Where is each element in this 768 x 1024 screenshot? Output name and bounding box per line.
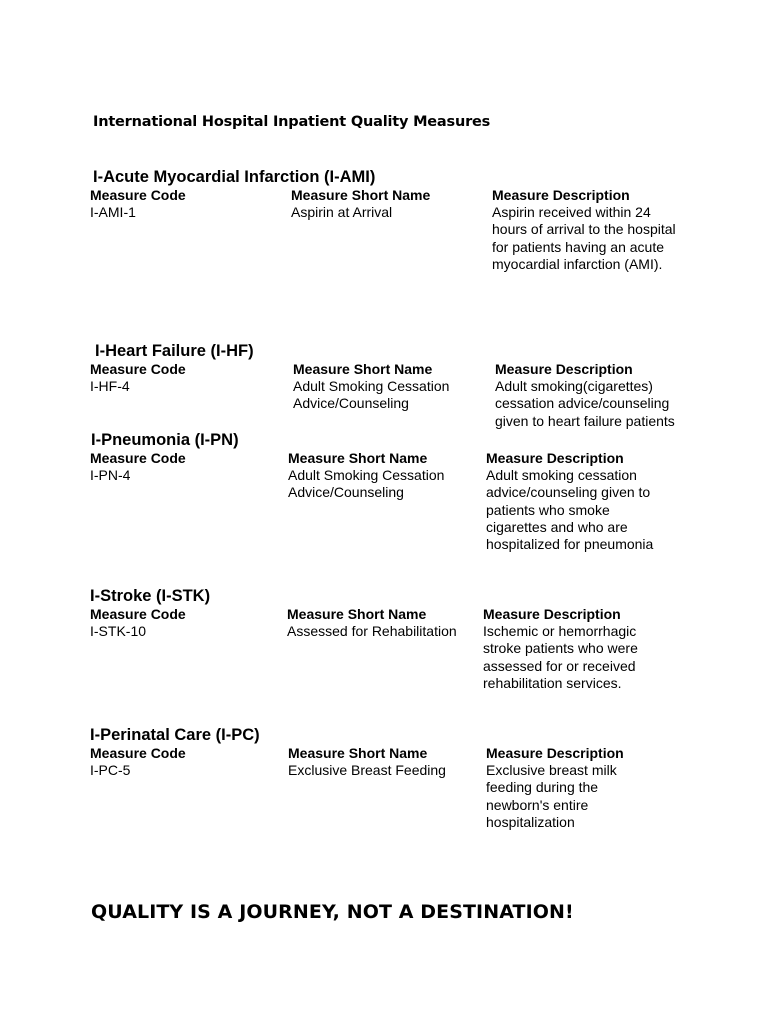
section-title: I-Perinatal Care (I-PC) (90, 726, 260, 744)
measure-code-column (90, 450, 280, 484)
measure-description-header: Measure Description (483, 606, 621, 622)
measure-description-value: Aspirin received within 24 hours of arrival to the hospital for patients having an acute myocardial infarction (AMI). (492, 204, 676, 272)
measure-code-column (90, 187, 280, 221)
measure-description-header: Measure Description (486, 450, 624, 466)
section-title: I-Heart Failure (I-HF) (95, 342, 254, 360)
section-title: I-Pneumonia (I-PN) (91, 431, 239, 449)
measure-description-column (495, 361, 687, 430)
footer-slogan: QUALITY IS A JOURNEY, NOT A DESTINATION! (91, 901, 574, 923)
measure-description-column (486, 450, 671, 553)
measure-description-header: Measure Description (492, 187, 630, 203)
measure-name-value: Aspirin at Arrival (291, 204, 393, 221)
measure-code-value: I-PN-4 (90, 467, 131, 484)
measure-description-value: Adult smoking cessation advice/counseling given to patients who smoke cigarettes and who are hospitalized for pneumonia (486, 467, 654, 553)
measure-code-header: Measure Code (90, 745, 186, 761)
measure-name-column (293, 361, 473, 413)
measure-description-value: Adult smoking(cigarettes) cessation advice/counseling given to heart failure patients (495, 378, 675, 429)
measure-name-column (291, 187, 481, 221)
measure-code-column (90, 361, 280, 395)
measure-code-value: I-HF-4 (90, 378, 130, 395)
measure-code-header: Measure Code (90, 187, 186, 203)
document-title: International Hospital Inpatient Quality Measures (93, 114, 491, 130)
measure-name-value: Adult Smoking Cessation Advice/Counseling (288, 467, 445, 501)
measure-name-value: Exclusive Breast Feeding (288, 762, 446, 779)
measure-code-value: I-AMI-1 (90, 204, 136, 221)
measure-description-column (486, 745, 636, 831)
measure-description-header: Measure Description (495, 361, 633, 377)
measure-code-header: Measure Code (90, 361, 186, 377)
measure-name-column (288, 450, 468, 502)
measure-description-value: Exclusive breast milk feeding during the newborn's entire hospitalization (486, 762, 617, 830)
measure-code-value: I-PC-5 (90, 762, 131, 779)
measure-name-column (287, 606, 477, 640)
measure-name-value: Assessed for Rehabilitation (287, 623, 457, 640)
measure-code-column (90, 606, 280, 640)
measure-description-column (483, 606, 663, 692)
measure-code-value: I-STK-10 (90, 623, 147, 640)
measure-name-header: Measure Short Name (293, 361, 433, 377)
measure-code-header: Measure Code (90, 450, 186, 466)
measure-description-header: Measure Description (486, 745, 624, 761)
measure-name-column (288, 745, 478, 779)
section-title: I-Acute Myocardial Infarction (I-AMI) (93, 168, 376, 186)
section-title: I-Stroke (I-STK) (90, 587, 211, 605)
measure-name-value: Adult Smoking Cessation Advice/Counseling (293, 378, 450, 412)
measure-description-column (492, 187, 676, 273)
measure-name-header: Measure Short Name (288, 450, 428, 466)
measure-name-header: Measure Short Name (287, 606, 427, 622)
measure-code-column (90, 745, 280, 779)
measure-name-header: Measure Short Name (291, 187, 431, 203)
measure-code-header: Measure Code (90, 606, 186, 622)
measure-name-header: Measure Short Name (288, 745, 428, 761)
measure-description-value: Ischemic or hemorrhagic stroke patients who were assessed for or received rehabilitation services. (483, 623, 638, 691)
